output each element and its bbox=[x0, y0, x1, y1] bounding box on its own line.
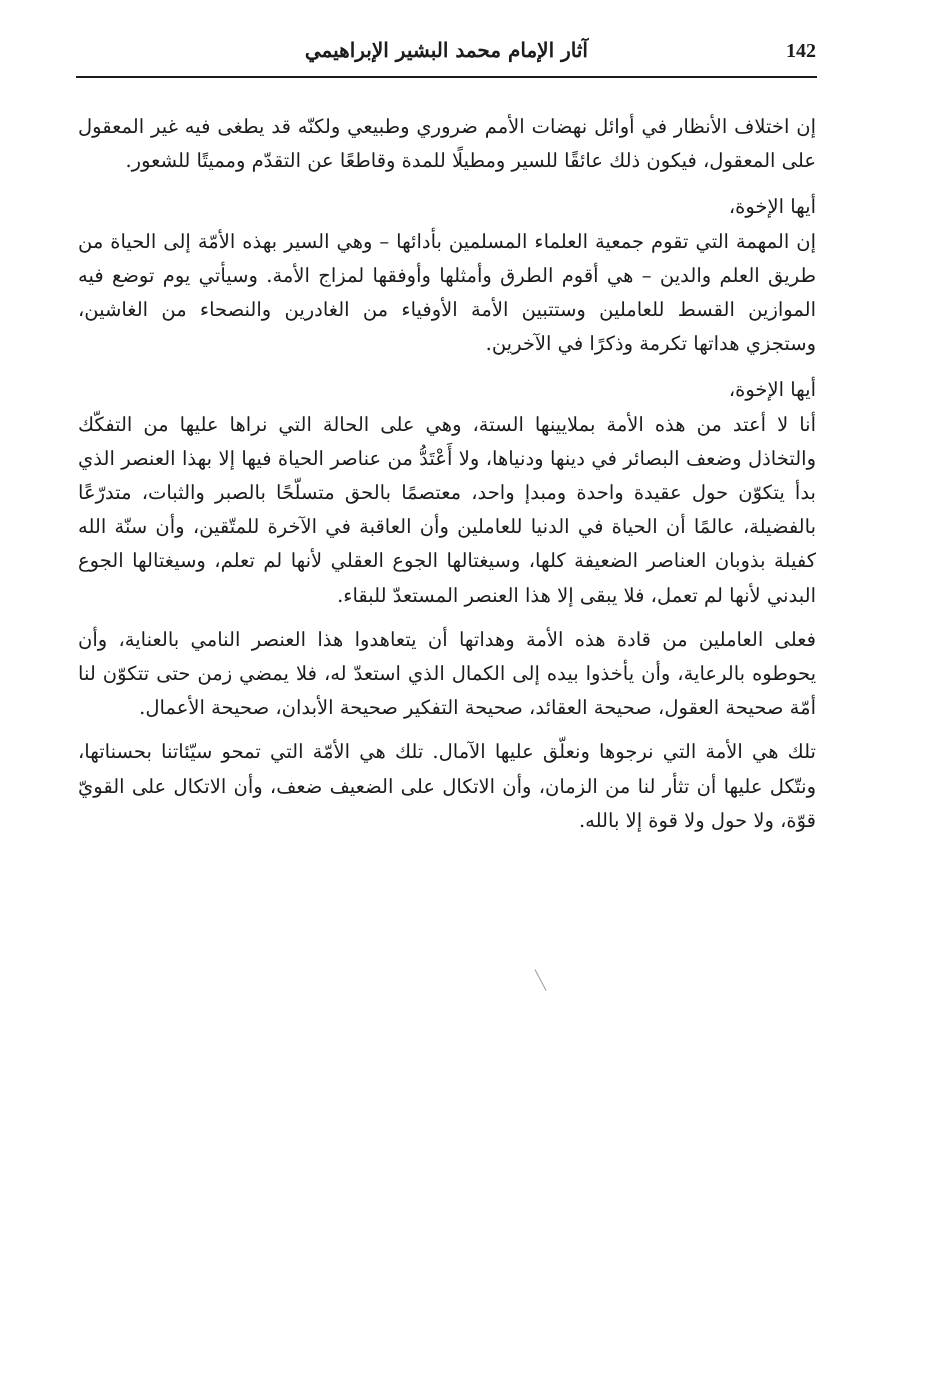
page-number: 142 bbox=[786, 40, 816, 62]
paragraph-element: أنا لا أعتد من هذه الأمة بملايينها الستة، وهي على الحالة التي نراها عليها من التفكّك والتخاذل وضعف البصائر في دينها ودنياها، ولا أَعْتَدُّ من عناصر الحياة فيها إلا بهذا العنصر الذي بدأ يتكوّن حول عقيدة واحدة ومبدإ واحد، معتصمًا بالحق متسلّحًا بالصبر والثبات، متدرّعًا بالفضيلة، عالمًا أن الحياة في الدنيا للعاملين وأن العاقبة في الآخرة للمتّقين، وأن سنّة الله كفيلة بذوبان العناصر الضعيفة كلها، وسيغتالها الجوع العقلي لأنها لم تعلم، وسيغتالها الجوع البدني لأنها لم تعمل، فلا يبقى إلا هذا العنصر المستعدّ للبقاء. bbox=[78, 412, 816, 607]
salutation-2: أيها الإخوة، bbox=[728, 378, 816, 402]
paragraph-closing: تلك هي الأمة التي نرجوها ونعلّق عليها الآمال. تلك هي الأمّة التي تمحو سيّئاتنا بحسناتها، ونتّكل عليها أن تثأر لنا من الزمان، وأن الاتكال على الضعيف ضعف، وأن الاتكال على القويّ قوّة، ولا حول ولا قوة إلا بالله. bbox=[78, 740, 816, 832]
page-header bbox=[76, 36, 816, 76]
header-rule bbox=[76, 76, 817, 78]
paragraph-opening: إن اختلاف الأنظار في أوائل نهضات الأمم ضروري وطبيعي ولكنّه قد يطغى فيه غير المعقول على المعقول، فيكون ذلك عائقًا للسير ومطيلًا للمدة وقاطعًا عن التقدّم ومميتًا للشعور. bbox=[78, 115, 816, 173]
paragraph-leaders: فعلى العاملين من قادة هذه الأمة وهداتها أن يتعاهدوا هذا العنصر النامي بالعناية، وأن يحوطوه بالرعاية، وأن يأخذوا بيده إلى الكمال الذي استعدّ له، فلا يمضي زمن حتى تتكوّن لنا أمّة صحيحة العقول، صحيحة العقائد، صحيحة التفكير صحيحة الأبدان، صحيحة الأعمال. bbox=[78, 627, 816, 720]
scan-mark bbox=[534, 969, 546, 991]
paragraph-mission: إن المهمة التي تقوم جمعية العلماء المسلمين بأدائها – وهي السير بهذه الأمّة إلى الحياة من طريق العلم والدين – هي أقوم الطرق وأمثلها وأوفقها لمزاج الأمة. وسيأتي يوم توضع فيه الموازين القسط للعاملين وستتبين الأمة الأوفياء من الغادرين والنصحاء من الغاشين، وستجزي هداتها تكرمة وذكرًا في الآخرين. bbox=[78, 229, 816, 356]
running-title: آثار الإمام محمد البشير الإبراهيمي bbox=[304, 38, 588, 62]
body-text bbox=[78, 110, 816, 838]
salutation-1: أيها الإخوة، bbox=[728, 195, 816, 219]
